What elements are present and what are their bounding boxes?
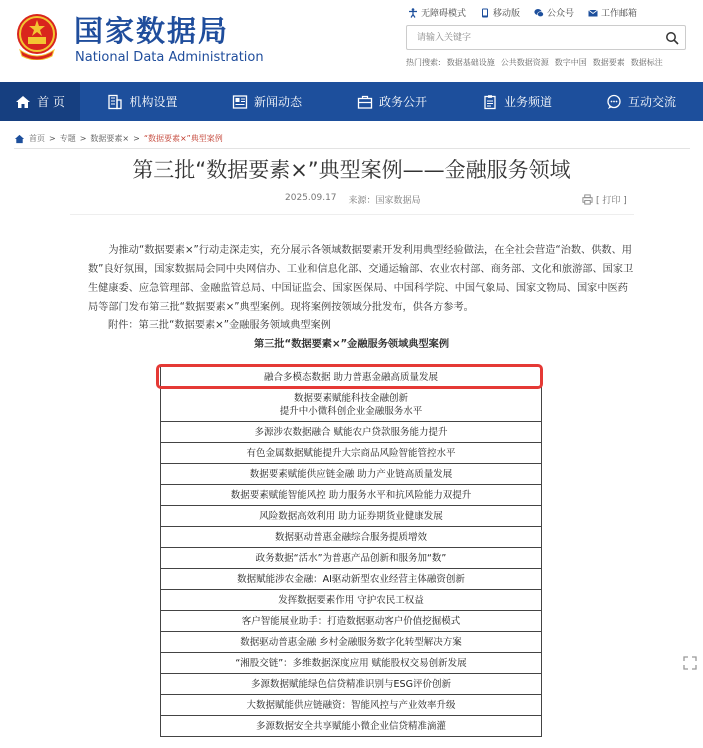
nav-item-interaction[interactable] (579, 82, 703, 121)
table-row: 政务数据“活水”为普惠产品创新和服务加“数” (161, 548, 541, 569)
table-row: 客户智能展业助手：打造数据驱动客户价值挖掘模式 (161, 611, 541, 632)
home-icon (14, 133, 25, 144)
nav-item-label: 新闻动态 (253, 95, 302, 109)
table-row: 数据要素赋能科技金融创新 提升中小微科创企业金融服务水平 (161, 388, 541, 422)
article-source: 来源：国家数据局 (348, 196, 421, 206)
national-emblem-icon (14, 12, 60, 60)
hot-searches (406, 57, 663, 68)
article-body: 为推动“数据要素×”行动走深走实，充分展示各领域数据要素开发利用典型经验做法，在全社会营造“治数、供数、用数”良好氛围，国家数据局会同中央网信办、工业和信息化部、交通运输部、农业农村部、商务部、文化和旅游部、国家卫生健康委、应急管理部、金融监管总局、中国证监会、国家医保局、中国科学院、中国气象局、国家文物局、国家中医药局等部门发布第三批“数据要素×”典型案例。现将案例按领域分批发布，供各方参考。 (88, 245, 634, 313)
nav-item-news[interactable] (205, 82, 329, 121)
breadcrumb-item[interactable]: 专题 (59, 134, 76, 143)
mobile-version-label: 移动版 (493, 9, 521, 19)
divider (70, 214, 634, 215)
table-row: 数据要素赋能智能风控 助力服务水平和抗风险能力双提升 (161, 485, 541, 506)
home-icon (15, 94, 31, 110)
article-title: 第三批“数据要素×”典型案例——金融服务领域 (132, 158, 571, 182)
table-title: 第三批“数据要素×”金融服务领域典型案例 (253, 339, 450, 350)
breadcrumb-separator: > (133, 134, 140, 143)
table-row: 发挥数据要素作用 守护农民工权益 (161, 590, 541, 611)
attachment-line: 附件：第三批“数据要素×”金融服务领域典型案例 (108, 320, 331, 331)
search-icon[interactable] (665, 31, 679, 45)
building-icon (107, 94, 123, 110)
hot-search-item[interactable]: 数据要素 (592, 58, 625, 67)
clipboard-icon (482, 94, 498, 110)
site-logo-title[interactable]: 国家数据局 (74, 14, 230, 48)
site-logo-subtitle: National Data Administration (75, 50, 264, 65)
wechat-link[interactable] (534, 6, 574, 19)
table-row: 数据驱动普惠金融 乡村金融服务数字化转型解决方案 (161, 632, 541, 653)
search-input[interactable] (417, 29, 647, 46)
breadcrumb-current[interactable]: “数据要素×”典型案例 (143, 134, 223, 143)
table-row: 数据驱动普惠金融综合服务提质增效 (161, 527, 541, 548)
highlight-box (156, 364, 543, 389)
table-row: 融合多模态数据 助力普惠金融高质量发展 (161, 367, 541, 388)
breadcrumb-item[interactable]: 首页 (29, 134, 45, 143)
nav-item-home[interactable] (0, 82, 80, 121)
chat-icon (606, 94, 622, 110)
table-row: 大数据赋能供应链融资：智能风控与产业效率升级 (161, 695, 541, 716)
accessibility-link[interactable] (408, 6, 466, 19)
nav-item-government-affairs[interactable] (329, 82, 455, 121)
mobile-icon (480, 8, 490, 18)
mail-icon (588, 8, 598, 18)
site-header (0, 0, 703, 82)
work-mail-link[interactable] (588, 6, 637, 19)
breadcrumb-item[interactable]: 数据要素× (90, 134, 130, 143)
accessibility-link-label: 无障碍模式 (421, 9, 467, 19)
hot-search-item[interactable]: 公共数据资源 (500, 58, 549, 67)
nav-item-organization[interactable] (80, 82, 205, 121)
hot-search-item[interactable]: 数据基础设施 (446, 58, 495, 67)
table-row: 数据要素赋能供应链金融 助力产业链高质量发展 (161, 464, 541, 485)
cases-table (160, 366, 542, 737)
wechat-link-label: 公众号 (547, 9, 575, 19)
breadcrumb (14, 133, 223, 144)
table-row: 数据赋能涉农金融：AI驱动新型农业经营主体融资创新 (161, 569, 541, 590)
article-meta (285, 193, 421, 206)
expand-icon[interactable] (682, 655, 698, 671)
breadcrumb-separator: > (79, 134, 87, 143)
nav-item-business[interactable] (455, 82, 579, 121)
nav-item-label: 政务公开 (378, 95, 427, 109)
nav-item-label: 业务频道 (503, 95, 552, 109)
table-row: 有色金属数据赋能提升大宗商品风险智能管控水平 (161, 443, 541, 464)
briefcase-icon (357, 94, 373, 110)
accessibility-icon (408, 8, 418, 18)
article-date: 2025.09.17 (285, 193, 337, 203)
nav-item-label: 机构设置 (129, 95, 178, 109)
print-button[interactable] (582, 193, 627, 206)
wechat-icon (534, 8, 544, 18)
table-row: “湘股交链”：多维数据深度应用 赋能股权交易创新发展 (161, 653, 541, 674)
top-links (408, 6, 637, 19)
mobile-version-link[interactable] (480, 6, 520, 19)
printer-icon (582, 194, 593, 205)
table-row: 风险数据高效利用 助力证券期货业健康发展 (161, 506, 541, 527)
breadcrumb-separator: > (49, 134, 56, 143)
table-row: 多源数据赋能绿色信贷精准识别与ESG评价创新 (161, 674, 541, 695)
hot-search-item[interactable]: 数据标注 (630, 58, 663, 67)
hot-search-label: 热门搜索: (406, 58, 441, 67)
print-label: [ 打印 ] (596, 196, 627, 206)
hot-search-item[interactable]: 数字中国 (554, 58, 587, 67)
main-nav (0, 82, 703, 121)
work-mail-label: 工作邮箱 (601, 9, 638, 19)
divider (14, 148, 690, 149)
nav-item-label: 互动交流 (627, 95, 676, 109)
table-row: 多源涉农数据融合 赋能农户贷款服务能力提升 (161, 422, 541, 443)
nav-item-label: 首 页 (37, 95, 65, 109)
search-box (406, 25, 686, 50)
table-row: 多源数据安全共享赋能小微企业信贷精准滴灌 (161, 716, 541, 737)
newspaper-icon (232, 94, 248, 110)
